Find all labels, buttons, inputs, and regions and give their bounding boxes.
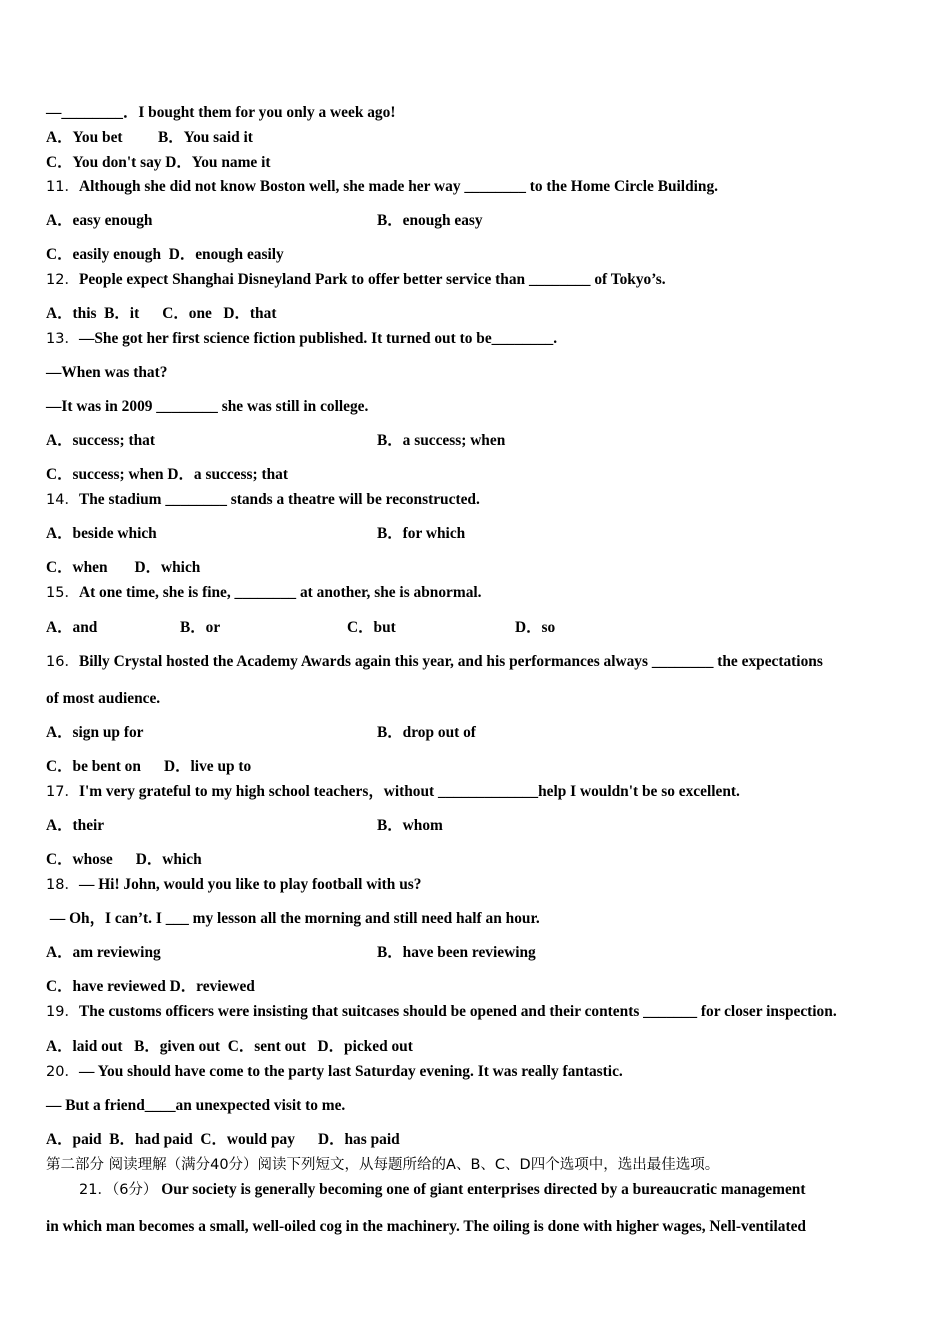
question-14-stem xyxy=(46,490,480,510)
question-11-options-cd: C．easily enough D．enough easily xyxy=(46,246,284,263)
question-number: 19． xyxy=(46,1004,79,1020)
question-21-passage-line-2: in which man becomes a small, well-oiled cog in the machinery. The oiling is done with higher wages, Nell-ventilated xyxy=(46,1218,806,1235)
question-16-stem xyxy=(46,652,823,672)
question-13-option-a: A．success; that xyxy=(46,432,156,449)
question-text: Billy Crystal hosted the Academy Awards again this year, and his performances always ________ the expectations xyxy=(78,653,823,670)
question-number: 13． xyxy=(46,331,79,347)
question-15-option-a: A．and xyxy=(46,619,98,636)
question-10-options-cd: C．You don't say D．You name it xyxy=(46,154,271,171)
question-number: 16． xyxy=(46,654,79,670)
question-number: 17． xyxy=(46,784,79,800)
question-text: At one time, she is fine, ________ at another, she is abnormal. xyxy=(78,584,482,601)
question-number: 15． xyxy=(46,585,79,601)
question-20-stem xyxy=(46,1062,623,1082)
passage-text: Our society is generally becoming one of giant enterprises directed by a bureaucratic management xyxy=(161,1181,806,1198)
question-15-option-b: B．or xyxy=(180,619,221,636)
question-21-passage-line-1 xyxy=(79,1180,805,1200)
question-text: People expect Shanghai Disneyland Park to offer better service than ________ of Tokyo’s. xyxy=(78,271,666,288)
question-text: The customs officers were insisting that suitcases should be opened and their contents _______ for closer inspection. xyxy=(78,1003,837,1020)
question-11-option-b: B．enough easy xyxy=(377,212,483,229)
question-18-dialogue-line-2: — Oh，I can’t. I ___ my lesson all the morning and still need half an hour. xyxy=(46,910,540,927)
question-16-option-a: A．sign up for xyxy=(46,724,144,741)
question-11-option-a: A．easy enough xyxy=(46,212,153,229)
question-20-dialogue-line-2: — But a friend____an unexpected visit to me. xyxy=(46,1097,346,1114)
question-16-stem-continued: of most audience. xyxy=(46,690,161,707)
question-15-option-c: C．but xyxy=(347,619,396,636)
question-10-option-b: B．You said it xyxy=(158,129,253,146)
question-10-stem: —________．I bought them for you only a week ago! xyxy=(46,104,396,121)
question-13-options-cd: C．success; when D．a success; that xyxy=(46,466,288,483)
question-16-options-cd: C．be bent on D．live up to xyxy=(46,758,252,775)
question-18-option-b: B．have been reviewing xyxy=(377,944,536,961)
question-13-option-b: B．a success; when xyxy=(377,432,506,449)
question-15-stem xyxy=(46,583,482,603)
question-18-options-cd: C．have reviewed D．reviewed xyxy=(46,978,255,995)
question-number: 14． xyxy=(46,492,79,508)
question-text: — Hi! John, would you like to play football with us? xyxy=(78,876,422,893)
question-number: 20． xyxy=(46,1064,79,1080)
question-number: 18． xyxy=(46,877,79,893)
question-number: 11． xyxy=(46,179,79,195)
question-15-option-d: D．so xyxy=(515,619,556,636)
question-14-option-a: A．beside which xyxy=(46,525,157,542)
question-16-option-b: B．drop out of xyxy=(377,724,476,741)
question-20-options: A．paid B．had paid C．would pay D．has paid xyxy=(46,1131,400,1148)
question-18-stem xyxy=(46,875,421,895)
question-11-stem xyxy=(46,177,718,197)
question-19-stem xyxy=(46,1002,837,1022)
question-17-option-a: A．their xyxy=(46,817,105,834)
question-number: 12． xyxy=(46,272,79,288)
question-10-option-a: A．You bet xyxy=(46,129,123,146)
question-18-option-a: A．am reviewing xyxy=(46,944,161,961)
question-17-options-cd: C．whose D．which xyxy=(46,851,202,868)
question-12-stem xyxy=(46,270,666,290)
question-17-option-b: B．whom xyxy=(377,817,443,834)
question-19-options: A．laid out B．given out C．sent out D．picked out xyxy=(46,1038,413,1055)
question-13-dialogue-line-2: —When was that? xyxy=(46,364,168,381)
question-text: —She got her first science fiction published. It turned out to be________. xyxy=(78,330,558,347)
question-13-stem xyxy=(46,329,557,349)
question-number: 21．（6分） xyxy=(79,1182,158,1198)
question-text: I'm very grateful to my high school teachers，without _____________help I wouldn't be so excellent. xyxy=(78,783,740,800)
question-12-options: A．this B．it C．one D．that xyxy=(46,305,277,322)
question-14-option-b: B．for which xyxy=(377,525,466,542)
question-text: Although she did not know Boston well, she made her way ________ to the Home Circle Building. xyxy=(78,178,719,195)
part-2-heading: 第二部分 阅读理解（满分40分）阅读下列短文，从每题所给的A、B、C、D四个选项中，选出最佳选项。 xyxy=(46,1157,720,1173)
question-text: The stadium ________ stands a theatre will be reconstructed. xyxy=(78,491,480,508)
question-13-dialogue-line-3: —It was in 2009 ________ she was still in college. xyxy=(46,398,369,415)
question-17-stem xyxy=(46,782,740,802)
question-14-options-cd: C．when D．which xyxy=(46,559,201,576)
question-text: — You should have come to the party last Saturday evening. It was really fantastic. xyxy=(78,1063,623,1080)
